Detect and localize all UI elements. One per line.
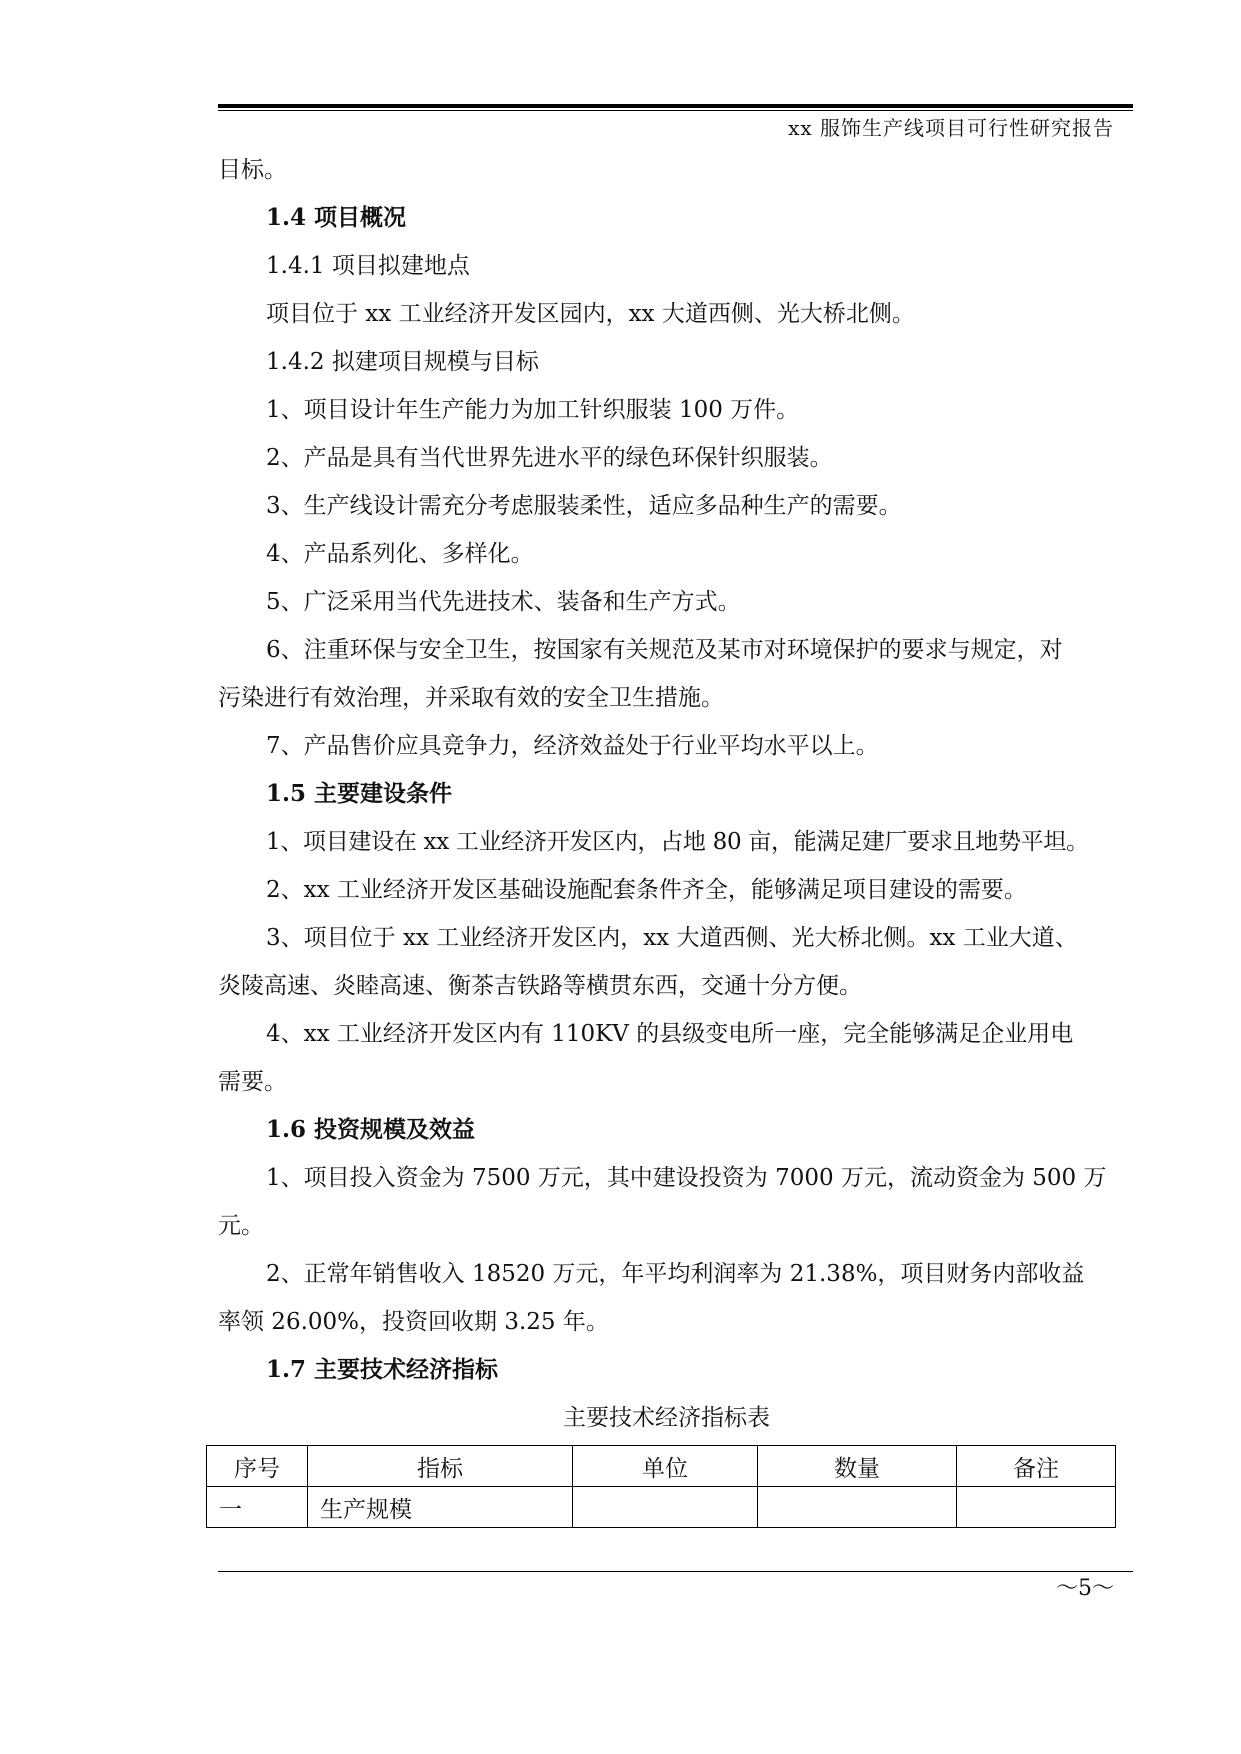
table-header-cell: 单位 (573, 1446, 758, 1487)
subsection-heading: 1.4.1 项目拟建地点 (266, 253, 470, 279)
list-item-continuation: 率领 26.00%，投资回收期 3.25 年。 (218, 1309, 609, 1335)
paragraph: 目标。 (218, 157, 287, 183)
table-caption: 主要技术经济指标表 (563, 1405, 770, 1431)
subsection-heading: 1.4.2 拟建项目规模与目标 (266, 349, 539, 375)
list-item: 3、生产线设计需充分考虑服装柔性，适应多品种生产的需要。 (266, 493, 902, 519)
list-item-continuation: 需要。 (218, 1069, 287, 1095)
table-header-cell: 序号 (207, 1446, 308, 1487)
table-cell (957, 1487, 1116, 1528)
list-item: 4、产品系列化、多样化。 (266, 541, 534, 567)
table-row (207, 1487, 1116, 1528)
section-heading: 1.6 投资规模及效益 (266, 1116, 476, 1143)
section-heading: 1.4 项目概况 (266, 204, 407, 231)
table-header-row (207, 1446, 1116, 1487)
list-item: 3、项目位于 xx 工业经济开发区内，xx 大道西侧、光大桥北侧。xx 工业大道、 (266, 925, 1078, 951)
list-item: 7、产品售价应具竞争力，经济效益处于行业平均水平以上。 (266, 733, 879, 759)
list-item: 1、项目建设在 xx 工业经济开发区内，占地 80 亩，能满足建厂要求且地势平坦。 (266, 829, 1089, 855)
list-item: 2、产品是具有当代世界先进水平的绿色环保针织服装。 (266, 445, 833, 471)
list-item: 1、项目投入资金为 7500 万元，其中建设投资为 7000 万元，流动资金为 500 万 (266, 1165, 1107, 1191)
paragraph: 项目位于 xx 工业经济开发区园内，xx 大道西侧、光大桥北侧。 (266, 301, 915, 327)
list-item: 4、xx 工业经济开发区内有 110KV 的县级变电所一座，完全能够满足企业用电 (266, 1021, 1074, 1047)
table-cell: 生产规模 (308, 1487, 573, 1528)
header-rule-thin (218, 110, 1133, 111)
table-header-cell: 数量 (758, 1446, 957, 1487)
page-number: ～5～ (1056, 1576, 1114, 1601)
table-header-cell: 备注 (957, 1446, 1116, 1487)
list-item-continuation: 元。 (218, 1213, 264, 1239)
section-heading: 1.5 主要建设条件 (266, 780, 453, 807)
list-item: 6、注重环保与安全卫生，按国家有关规范及某市对环境保护的要求与规定，对 (266, 637, 1063, 663)
list-item: 2、正常年销售收入 18520 万元，年平均利润率为 21.38%，项目财务内部收益 (266, 1261, 1085, 1287)
list-item: 2、xx 工业经济开发区基础设施配套条件齐全，能够满足项目建设的需要。 (266, 877, 1027, 903)
list-item-continuation: 污染进行有效治理，并采取有效的安全卫生措施。 (218, 685, 724, 711)
list-item-continuation: 炎陵高速、炎睦高速、衡茶吉铁路等横贯东西，交通十分方便。 (218, 973, 862, 999)
list-item: 1、项目设计年生产能力为加工针织服装 100 万件。 (266, 397, 800, 423)
table-cell: 一 (207, 1487, 308, 1528)
header-rule-thick (218, 104, 1133, 108)
table-cell (758, 1487, 957, 1528)
table-header-cell: 指标 (308, 1446, 573, 1487)
document-body (218, 146, 1115, 1440)
footer-rule (218, 1571, 1133, 1572)
header-title: xx 服饰生产线项目可行性研究报告 (788, 116, 1114, 140)
spec-table (206, 1445, 1116, 1528)
section-heading: 1.7 主要技术经济指标 (266, 1356, 499, 1383)
list-item: 5、广泛采用当代先进技术、装备和生产方式。 (266, 589, 741, 615)
table-cell (573, 1487, 758, 1528)
